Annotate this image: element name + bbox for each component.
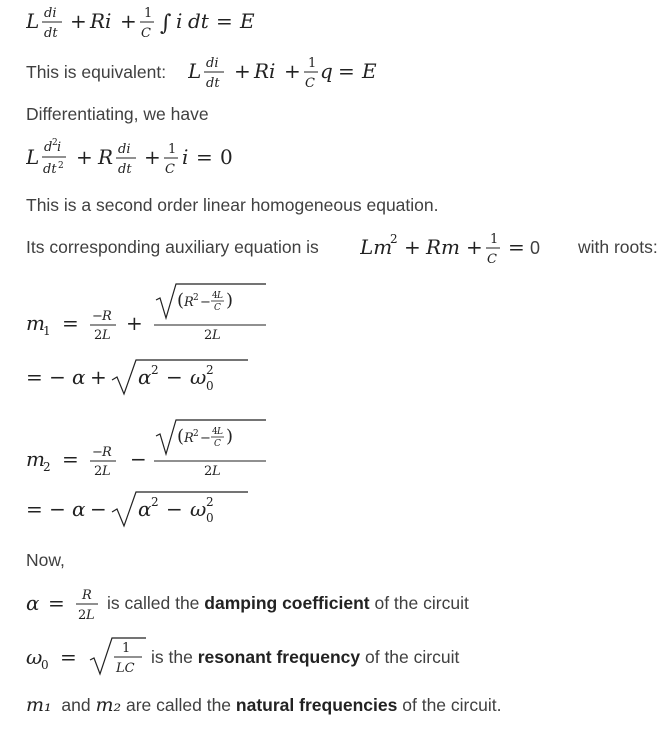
svg-text:0: 0 (206, 511, 214, 525)
svg-text:=: = (62, 311, 79, 335)
svg-text:R: R (98, 145, 114, 169)
natural-text-1: and (61, 695, 91, 715)
svg-text:2: 2 (151, 363, 159, 377)
svg-text:R: R (102, 445, 112, 460)
m2-equation (26, 412, 266, 478)
natural-frequencies-line (26, 694, 501, 716)
svg-text:α: α (72, 365, 86, 389)
svg-text:ω: ω (190, 497, 207, 521)
svg-text:Lm: Lm (360, 235, 393, 259)
svg-text:Ri: Ri (90, 9, 112, 33)
svg-text:0: 0 (41, 658, 49, 672)
differentiating-label: Differentiating, we have (26, 104, 209, 124)
svg-text:1: 1 (490, 232, 499, 247)
svg-text:2: 2 (151, 495, 159, 509)
svg-text:dt: dt (188, 9, 209, 33)
svg-text:−: − (130, 447, 147, 471)
svg-text:L: L (212, 328, 221, 343)
natural-frequencies-term: natural frequencies (235, 695, 398, 715)
aux-suffix: with roots: (578, 237, 658, 257)
svg-text:L: L (212, 464, 221, 478)
svg-text:i: i (176, 9, 183, 33)
svg-text:): ) (226, 290, 234, 311)
svg-text:dt: dt (206, 76, 220, 91)
svg-text:R: R (184, 295, 194, 310)
svg-text:L: L (26, 145, 40, 169)
svg-text:L: L (217, 427, 223, 437)
svg-text:LC: LC (116, 661, 135, 676)
svg-text:2: 2 (78, 608, 87, 623)
svg-text:L: L (26, 9, 40, 33)
svg-text:=: = (196, 145, 213, 169)
svg-text:(: ( (177, 290, 185, 311)
m2-symbol: m₂ (95, 694, 122, 716)
svg-text:0: 0 (220, 145, 233, 169)
kvl-integral-equation (26, 2, 296, 46)
svg-text:L: L (188, 59, 202, 83)
m1-symbol: m₁ (26, 694, 52, 716)
svg-text:C: C (165, 162, 175, 177)
m1-simplified (26, 354, 266, 400)
svg-text:Rm: Rm (426, 235, 461, 259)
svg-text:i: i (182, 145, 189, 169)
svg-text:0: 0 (206, 379, 214, 393)
svg-text:2: 2 (43, 460, 51, 474)
svg-text:=: = (60, 645, 77, 669)
svg-text:Ri: Ri (254, 59, 276, 83)
svg-text:R: R (102, 309, 112, 324)
svg-text:q: q (320, 59, 333, 83)
natural-text-2: are called the (125, 695, 232, 715)
equivalent-label: This is equivalent: (26, 62, 167, 82)
svg-text:C: C (487, 252, 497, 267)
svg-text:= −: = − (26, 497, 66, 521)
svg-text:C: C (214, 303, 221, 313)
svg-text:E: E (240, 9, 255, 33)
svg-text:= −: = − (26, 365, 66, 389)
svg-text:+: + (120, 9, 137, 33)
svg-text:C: C (141, 26, 151, 41)
svg-text:4: 4 (212, 427, 218, 437)
svg-text:(: ( (177, 426, 185, 447)
svg-text:2: 2 (58, 161, 64, 171)
omega-text-2: of the circuit (364, 647, 460, 667)
svg-text:C: C (305, 76, 315, 91)
alpha-definition (26, 582, 106, 626)
svg-text:1: 1 (144, 6, 153, 21)
svg-text:m: m (26, 311, 45, 335)
svg-text:=: = (62, 447, 79, 471)
svg-text:dt: dt (43, 162, 57, 177)
svg-text:di: di (206, 56, 219, 71)
second-order-equation (26, 134, 286, 182)
svg-text:2: 2 (390, 232, 398, 246)
svg-text:0: 0 (530, 238, 541, 258)
svg-text:L: L (102, 464, 111, 478)
svg-text:∫: ∫ (160, 11, 172, 36)
svg-text:2: 2 (193, 293, 199, 303)
svg-text:−: − (90, 497, 107, 521)
svg-text:dt: dt (44, 26, 58, 41)
svg-text:−: − (200, 295, 211, 310)
svg-text:dt: dt (118, 162, 132, 177)
svg-text:R: R (82, 588, 92, 603)
svg-text:=: = (48, 591, 65, 615)
svg-text:+: + (144, 145, 161, 169)
svg-text:α: α (138, 497, 152, 521)
svg-text:i: i (57, 140, 62, 155)
svg-text:2: 2 (204, 328, 213, 343)
omega-text-1: is the (151, 647, 193, 667)
alpha-text-2: of the circuit (374, 593, 469, 613)
svg-text:+: + (70, 9, 87, 33)
svg-text:+: + (76, 145, 93, 169)
svg-text:2: 2 (206, 363, 214, 377)
damping-coefficient-term: damping coefficient (204, 593, 370, 613)
kvl-charge-equation (188, 50, 408, 94)
svg-text:−: − (166, 365, 183, 389)
svg-text:+: + (404, 235, 421, 259)
svg-text:−: − (92, 309, 103, 324)
svg-text:C: C (214, 439, 221, 449)
svg-text:di: di (118, 142, 131, 157)
svg-text:ω: ω (190, 365, 207, 389)
svg-text:1: 1 (308, 56, 317, 71)
resonant-frequency-term: resonant frequency (197, 647, 361, 667)
svg-text:R: R (184, 431, 194, 446)
svg-text:d: d (44, 140, 53, 155)
svg-text:1: 1 (122, 641, 131, 656)
svg-text:=: = (216, 9, 233, 33)
svg-text:+: + (466, 235, 483, 259)
aux-prefix: Its corresponding auxiliary equation is (26, 237, 319, 257)
svg-text:−: − (166, 497, 183, 521)
svg-text:+: + (126, 311, 143, 335)
svg-text:=: = (338, 59, 355, 83)
svg-text:α: α (138, 365, 152, 389)
svg-text:2: 2 (52, 138, 58, 148)
svg-text:−: − (200, 431, 211, 446)
m1-equation (26, 280, 266, 346)
svg-text:di: di (44, 6, 57, 21)
svg-text:E: E (362, 59, 377, 83)
svg-text:+: + (234, 59, 251, 83)
svg-text:=: = (508, 235, 525, 259)
svg-text:L: L (102, 328, 111, 343)
svg-text:): ) (226, 426, 234, 447)
svg-text:ω: ω (26, 645, 43, 669)
svg-text:2: 2 (206, 495, 214, 509)
svg-text:α: α (72, 497, 86, 521)
svg-text:1: 1 (43, 324, 51, 338)
svg-text:2: 2 (94, 464, 103, 478)
svg-text:4: 4 (212, 291, 218, 301)
svg-text:+: + (90, 365, 107, 389)
svg-text:+: + (284, 59, 301, 83)
svg-text:2: 2 (94, 328, 103, 343)
svg-text:α: α (26, 591, 40, 615)
natural-text-3: of the circuit. (402, 695, 502, 715)
alpha-text-1: is called the (107, 593, 200, 613)
aux-equation (360, 226, 580, 270)
svg-text:m: m (26, 447, 45, 471)
svg-text:2: 2 (193, 429, 199, 439)
svg-text:L: L (217, 291, 223, 301)
omega-description (151, 647, 459, 668)
svg-text:1: 1 (168, 142, 177, 157)
omega-definition (26, 632, 150, 680)
m2-simplified (26, 486, 266, 532)
svg-text:2: 2 (204, 464, 213, 478)
now-label: Now, (26, 550, 65, 570)
svg-text:L: L (86, 608, 95, 623)
svg-text:−: − (92, 445, 103, 460)
alpha-description (107, 593, 469, 614)
second-order-label: This is a second order linear homogeneous equation. (26, 195, 439, 215)
